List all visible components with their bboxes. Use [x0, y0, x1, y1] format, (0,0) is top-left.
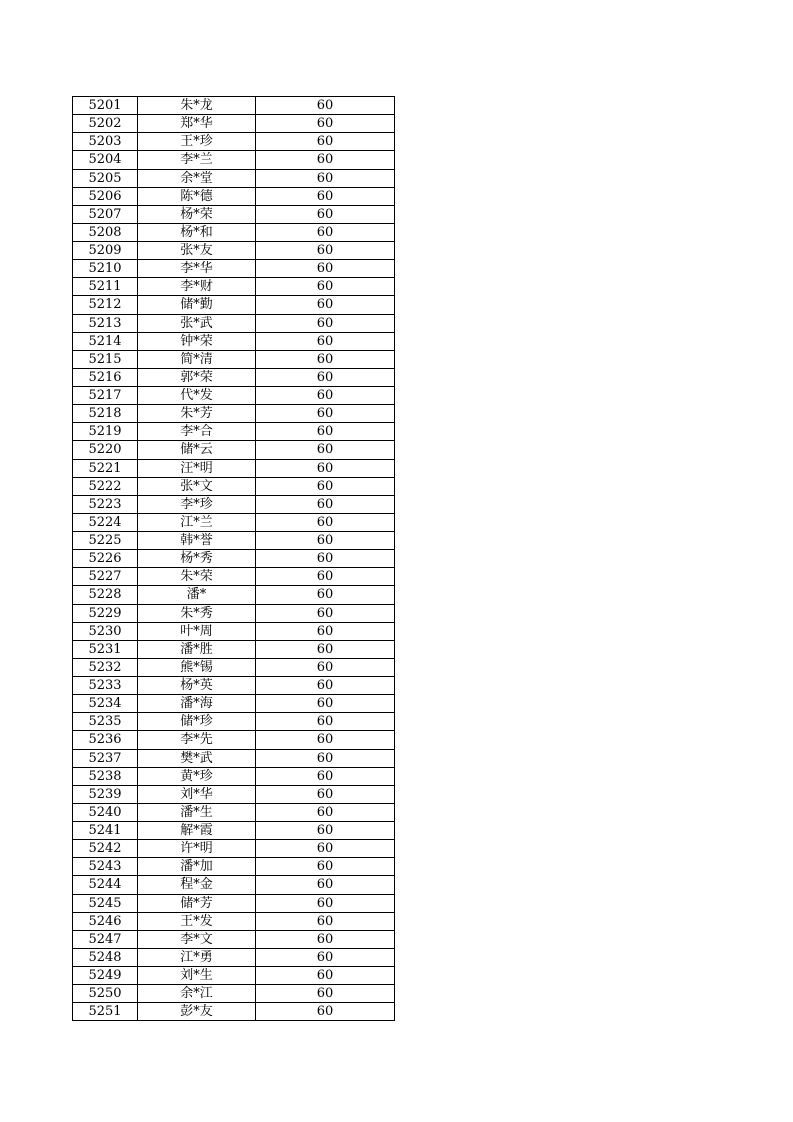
row-id-cell: 5232: [73, 658, 138, 676]
row-score-cell: 60: [256, 767, 395, 785]
row-name-cell: 李*兰: [138, 151, 256, 169]
row-score-cell: 60: [256, 278, 395, 296]
row-score-cell: 60: [256, 658, 395, 676]
table-row: [73, 640, 395, 658]
row-id-cell: 5240: [73, 803, 138, 821]
row-id-cell: 5247: [73, 930, 138, 948]
row-name-cell: 李*先: [138, 731, 256, 749]
row-id-cell: 5205: [73, 169, 138, 187]
row-id-cell: 5201: [73, 97, 138, 115]
table-row: [73, 405, 395, 423]
table-row: [73, 1003, 395, 1021]
table-row: [73, 260, 395, 278]
table-row: [73, 368, 395, 386]
row-score-cell: 60: [256, 513, 395, 531]
table-row: [73, 387, 395, 405]
row-score-cell: 60: [256, 115, 395, 133]
row-id-cell: 5234: [73, 695, 138, 713]
table-row: [73, 985, 395, 1003]
row-name-cell: 樊*武: [138, 749, 256, 767]
row-score-cell: 60: [256, 677, 395, 695]
row-name-cell: 杨*秀: [138, 550, 256, 568]
row-score-cell: 60: [256, 912, 395, 930]
table-row: [73, 441, 395, 459]
row-name-cell: 李*文: [138, 930, 256, 948]
row-name-cell: 黄*珍: [138, 767, 256, 785]
row-score-cell: 60: [256, 441, 395, 459]
table-row: [73, 477, 395, 495]
row-name-cell: 储*珍: [138, 713, 256, 731]
table-row: [73, 350, 395, 368]
row-score-cell: 60: [256, 731, 395, 749]
row-id-cell: 5231: [73, 640, 138, 658]
row-id-cell: 5215: [73, 350, 138, 368]
row-name-cell: 李*华: [138, 260, 256, 278]
row-score-cell: 60: [256, 840, 395, 858]
row-name-cell: 叶*周: [138, 622, 256, 640]
row-id-cell: 5206: [73, 187, 138, 205]
row-id-cell: 5226: [73, 550, 138, 568]
table-row: [73, 242, 395, 260]
row-score-cell: 60: [256, 405, 395, 423]
row-id-cell: 5225: [73, 532, 138, 550]
data-table: [72, 96, 395, 1021]
row-id-cell: 5220: [73, 441, 138, 459]
row-id-cell: 5236: [73, 731, 138, 749]
table-row: [73, 223, 395, 241]
row-id-cell: 5221: [73, 459, 138, 477]
table-row: [73, 713, 395, 731]
row-id-cell: 5235: [73, 713, 138, 731]
row-name-cell: 江*兰: [138, 513, 256, 531]
row-id-cell: 5208: [73, 223, 138, 241]
row-score-cell: 60: [256, 296, 395, 314]
row-score-cell: 60: [256, 223, 395, 241]
row-name-cell: 杨*荣: [138, 205, 256, 223]
row-score-cell: 60: [256, 133, 395, 151]
row-score-cell: 60: [256, 695, 395, 713]
row-name-cell: 李*财: [138, 278, 256, 296]
row-score-cell: 60: [256, 876, 395, 894]
row-id-cell: 5216: [73, 368, 138, 386]
row-name-cell: 熊*锡: [138, 658, 256, 676]
table-row: [73, 205, 395, 223]
row-id-cell: 5202: [73, 115, 138, 133]
table-row: [73, 858, 395, 876]
row-id-cell: 5218: [73, 405, 138, 423]
row-name-cell: 潘*生: [138, 803, 256, 821]
row-id-cell: 5227: [73, 568, 138, 586]
row-id-cell: 5212: [73, 296, 138, 314]
row-name-cell: 储*云: [138, 441, 256, 459]
row-name-cell: 江*勇: [138, 948, 256, 966]
table-row: [73, 604, 395, 622]
row-score-cell: 60: [256, 985, 395, 1003]
row-name-cell: 张*武: [138, 314, 256, 332]
row-id-cell: 5213: [73, 314, 138, 332]
row-score-cell: 60: [256, 459, 395, 477]
row-score-cell: 60: [256, 532, 395, 550]
row-id-cell: 5249: [73, 967, 138, 985]
row-score-cell: 60: [256, 205, 395, 223]
row-score-cell: 60: [256, 97, 395, 115]
row-id-cell: 5203: [73, 133, 138, 151]
row-score-cell: 60: [256, 586, 395, 604]
row-id-cell: 5233: [73, 677, 138, 695]
table-row: [73, 785, 395, 803]
row-name-cell: 解*霞: [138, 822, 256, 840]
table-row: [73, 568, 395, 586]
row-name-cell: 张*文: [138, 477, 256, 495]
row-id-cell: 5250: [73, 985, 138, 1003]
row-score-cell: 60: [256, 640, 395, 658]
table-row: [73, 803, 395, 821]
row-name-cell: 许*明: [138, 840, 256, 858]
row-id-cell: 5244: [73, 876, 138, 894]
row-id-cell: 5211: [73, 278, 138, 296]
table-row: [73, 151, 395, 169]
row-name-cell: 彭*友: [138, 1003, 256, 1021]
row-score-cell: 60: [256, 713, 395, 731]
row-name-cell: 陈*德: [138, 187, 256, 205]
row-id-cell: 5219: [73, 423, 138, 441]
row-id-cell: 5217: [73, 387, 138, 405]
table-row: [73, 278, 395, 296]
row-score-cell: 60: [256, 785, 395, 803]
row-score-cell: 60: [256, 151, 395, 169]
row-name-cell: 储*芳: [138, 894, 256, 912]
table-row: [73, 532, 395, 550]
row-name-cell: 刘*华: [138, 785, 256, 803]
row-score-cell: 60: [256, 477, 395, 495]
row-name-cell: 李*合: [138, 423, 256, 441]
table-row: [73, 912, 395, 930]
table-row: [73, 749, 395, 767]
row-id-cell: 5242: [73, 840, 138, 858]
table-row: [73, 296, 395, 314]
row-score-cell: 60: [256, 749, 395, 767]
row-name-cell: 简*清: [138, 350, 256, 368]
row-name-cell: 刘*生: [138, 967, 256, 985]
row-name-cell: 杨*英: [138, 677, 256, 695]
row-score-cell: 60: [256, 930, 395, 948]
row-name-cell: 潘*: [138, 586, 256, 604]
row-id-cell: 5237: [73, 749, 138, 767]
row-id-cell: 5239: [73, 785, 138, 803]
row-score-cell: 60: [256, 822, 395, 840]
row-id-cell: 5224: [73, 513, 138, 531]
table-row: [73, 459, 395, 477]
row-score-cell: 60: [256, 550, 395, 568]
row-id-cell: 5229: [73, 604, 138, 622]
row-name-cell: 潘*海: [138, 695, 256, 713]
row-id-cell: 5222: [73, 477, 138, 495]
row-score-cell: 60: [256, 622, 395, 640]
row-id-cell: 5209: [73, 242, 138, 260]
row-id-cell: 5241: [73, 822, 138, 840]
row-name-cell: 韩*誉: [138, 532, 256, 550]
table-row: [73, 550, 395, 568]
row-name-cell: 朱*芳: [138, 405, 256, 423]
row-name-cell: 程*金: [138, 876, 256, 894]
row-score-cell: 60: [256, 568, 395, 586]
table-row: [73, 677, 395, 695]
table-row: [73, 115, 395, 133]
row-name-cell: 朱*荣: [138, 568, 256, 586]
row-id-cell: 5210: [73, 260, 138, 278]
row-score-cell: 60: [256, 803, 395, 821]
table-row: [73, 876, 395, 894]
table-row: [73, 513, 395, 531]
row-id-cell: 5238: [73, 767, 138, 785]
table-row: [73, 930, 395, 948]
table-row: [73, 840, 395, 858]
table-row: [73, 622, 395, 640]
table-row: [73, 169, 395, 187]
row-name-cell: 汪*明: [138, 459, 256, 477]
row-score-cell: 60: [256, 350, 395, 368]
table-row: [73, 97, 395, 115]
row-id-cell: 5243: [73, 858, 138, 876]
row-score-cell: 60: [256, 604, 395, 622]
table-body: [73, 97, 395, 1021]
row-id-cell: 5251: [73, 1003, 138, 1021]
row-name-cell: 朱*龙: [138, 97, 256, 115]
table-row: [73, 495, 395, 513]
row-id-cell: 5223: [73, 495, 138, 513]
row-id-cell: 5245: [73, 894, 138, 912]
row-name-cell: 郑*华: [138, 115, 256, 133]
row-name-cell: 潘*胜: [138, 640, 256, 658]
row-score-cell: 60: [256, 858, 395, 876]
row-name-cell: 郭*荣: [138, 368, 256, 386]
row-score-cell: 60: [256, 948, 395, 966]
row-name-cell: 张*友: [138, 242, 256, 260]
row-score-cell: 60: [256, 495, 395, 513]
row-score-cell: 60: [256, 242, 395, 260]
row-id-cell: 5246: [73, 912, 138, 930]
table-row: [73, 948, 395, 966]
row-score-cell: 60: [256, 314, 395, 332]
row-score-cell: 60: [256, 967, 395, 985]
table-row: [73, 314, 395, 332]
table-row: [73, 695, 395, 713]
table-row: [73, 332, 395, 350]
row-id-cell: 5214: [73, 332, 138, 350]
table-row: [73, 586, 395, 604]
row-name-cell: 储*勤: [138, 296, 256, 314]
table-row: [73, 822, 395, 840]
row-name-cell: 代*发: [138, 387, 256, 405]
row-score-cell: 60: [256, 332, 395, 350]
table-row: [73, 731, 395, 749]
row-name-cell: 潘*加: [138, 858, 256, 876]
row-id-cell: 5228: [73, 586, 138, 604]
row-name-cell: 李*珍: [138, 495, 256, 513]
row-name-cell: 余*江: [138, 985, 256, 1003]
table-row: [73, 967, 395, 985]
row-score-cell: 60: [256, 1003, 395, 1021]
row-score-cell: 60: [256, 423, 395, 441]
row-name-cell: 王*发: [138, 912, 256, 930]
row-score-cell: 60: [256, 169, 395, 187]
table-row: [73, 767, 395, 785]
table-row: [73, 894, 395, 912]
row-id-cell: 5207: [73, 205, 138, 223]
row-name-cell: 杨*和: [138, 223, 256, 241]
row-score-cell: 60: [256, 894, 395, 912]
row-id-cell: 5204: [73, 151, 138, 169]
table-row: [73, 658, 395, 676]
row-name-cell: 朱*秀: [138, 604, 256, 622]
row-score-cell: 60: [256, 260, 395, 278]
row-id-cell: 5230: [73, 622, 138, 640]
row-score-cell: 60: [256, 368, 395, 386]
row-score-cell: 60: [256, 187, 395, 205]
table-row: [73, 133, 395, 151]
table-row: [73, 187, 395, 205]
row-id-cell: 5248: [73, 948, 138, 966]
row-name-cell: 余*堂: [138, 169, 256, 187]
table-row: [73, 423, 395, 441]
row-name-cell: 王*珍: [138, 133, 256, 151]
row-name-cell: 钟*荣: [138, 332, 256, 350]
row-score-cell: 60: [256, 387, 395, 405]
